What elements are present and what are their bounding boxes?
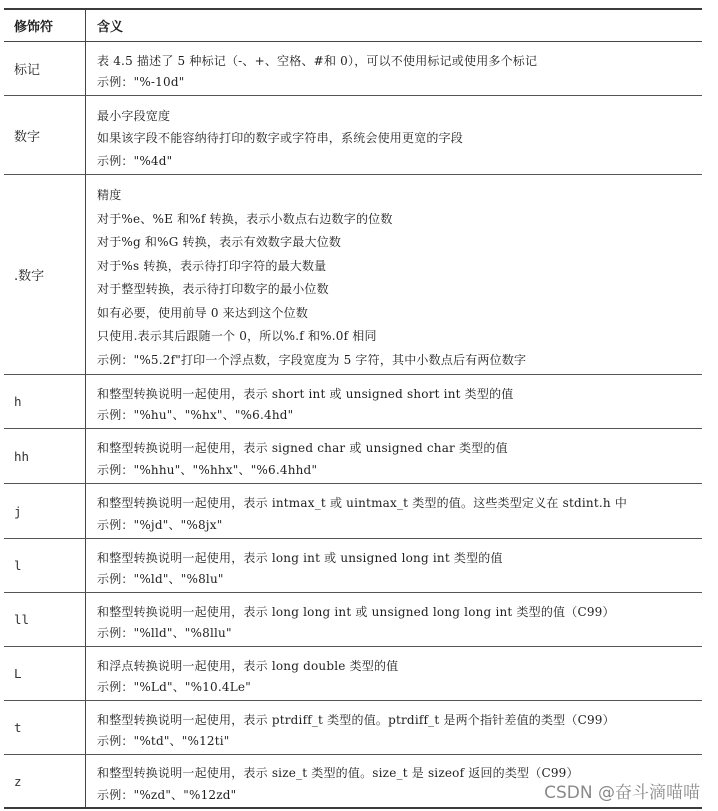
modifier-cell: ll [4,593,86,646]
table-row [4,701,702,755]
table-row [4,647,702,701]
meaning-cell [86,429,702,483]
modifier-cell: 数字 [4,96,86,174]
modifier-cell: 标记 [4,42,86,95]
meaning-cell [86,42,702,95]
table-row [4,429,702,484]
meaning-line: 和整型转换说明一起使用，表示 short int 或 unsigned short int 类型的值 [97,386,514,401]
example-line: 示例："%zd"、"%12zd" [97,787,237,802]
meaning-line: 和浮点转换说明一起使用，表示 long double 类型的值 [97,658,399,673]
meaning-line: 对于%s 转换，表示待打印字符的最大数量 [97,258,327,273]
meaning-cell [86,647,702,700]
modifier-cell: z [4,755,86,807]
modifier-cell: h [4,375,86,428]
modifier-cell: hh [4,429,86,483]
meaning-line: 如有必要，使用前导 0 来达到这个位数 [97,305,309,320]
table-row [4,96,702,175]
table-row [4,175,702,375]
meaning-line: 只使用.表示其后跟随一个 0，所以%.f 和%.0f 相同 [97,329,377,344]
meaning-line: 和整型转换说明一起使用，表示 signed char 或 unsigned char 类型的值 [97,441,508,455]
cropped-caption-fragment [250,0,470,3]
example-line: 示例："%td"、"%12ti" [97,734,230,749]
modifier-cell: j [4,484,86,538]
meaning-cell [86,96,702,174]
meaning-line: 如果该字段不能容纳待打印的数字或字符串，系统会使用更宽的字段 [97,131,464,145]
meaning-line: 对于%g 和%G 转换，表示有效数字最大位数 [97,235,342,250]
table-row [4,593,702,647]
table-header-row [4,10,702,42]
meaning-cell [86,539,702,592]
meaning-cell [86,375,702,428]
meaning-line: 对于%e、%E 和%f 转换，表示小数点右边数字的位数 [97,211,393,226]
watermark: CSDN @奋斗滴喵喵 [544,783,700,803]
header-modifier: 修饰符 [4,10,86,41]
meaning-line: 表 4.5 描述了 5 种标记（-、+、空格、#和 0），可以不使用标记或使用多个标记 [97,53,538,68]
meaning-line: 和整型转换说明一起使用，表示 long int 或 unsigned long int 类型的值 [97,550,503,565]
meaning-line: 对于整型转换，表示待打印数字的最小位数 [97,282,329,297]
example-line: 示例："%ld"、"%8lu" [97,572,224,587]
meaning-line: 和整型转换说明一起使用，表示 long long int 或 unsigned long long int 类型的值（C99） [97,604,615,619]
meaning-line: 和整型转换说明一起使用，表示 ptrdiff_t 类型的值。ptrdiff_t 是两个指针差值的类型（C99） [97,712,615,727]
meaning-cell [86,484,702,538]
example-line: 示例："%lld"、"%8llu" [97,626,232,641]
table-row [4,42,702,96]
table-row [4,375,702,429]
example-line: 示例："%-10d" [97,75,185,90]
modifier-cell: t [4,701,86,754]
example-line: 示例："%hu"、"%hx"、"%6.4hd" [97,408,294,423]
meaning-cell [86,175,702,374]
meaning-cell [86,593,702,646]
example-line: 示例："%5.2f"打印一个浮点数，字段宽度为 5 字符，其中小数点后有两位数字 [97,352,527,367]
modifier-cell: .数字 [4,175,86,374]
header-meaning: 含义 [97,20,124,35]
modifier-cell: l [4,539,86,592]
table-body [4,42,702,809]
printf-modifiers-table [4,8,702,809]
meaning-line: 精度 [97,188,122,203]
example-line: 示例："%Ld"、"%10.4Le" [97,680,251,695]
example-line: 示例："%jd"、"%8jx" [97,518,223,532]
table-row [4,484,702,539]
table-row [4,539,702,593]
meaning-line: 和整型转换说明一起使用，表示 size_t 类型的值。size_t 是 sizeof 返回的类型（C99） [97,766,579,781]
meaning-line: 最小字段宽度 [97,108,171,123]
example-line: 示例："%hhu"、"%hhx"、"%6.4hhd" [97,463,318,477]
example-line: 示例："%4d" [97,153,173,168]
meaning-line: 和整型转换说明一起使用，表示 intmax_t 或 uintmax_t 类型的值。这些类型定义在 stdint.h 中 [97,496,628,510]
modifier-cell: L [4,647,86,700]
meaning-cell [86,701,702,754]
